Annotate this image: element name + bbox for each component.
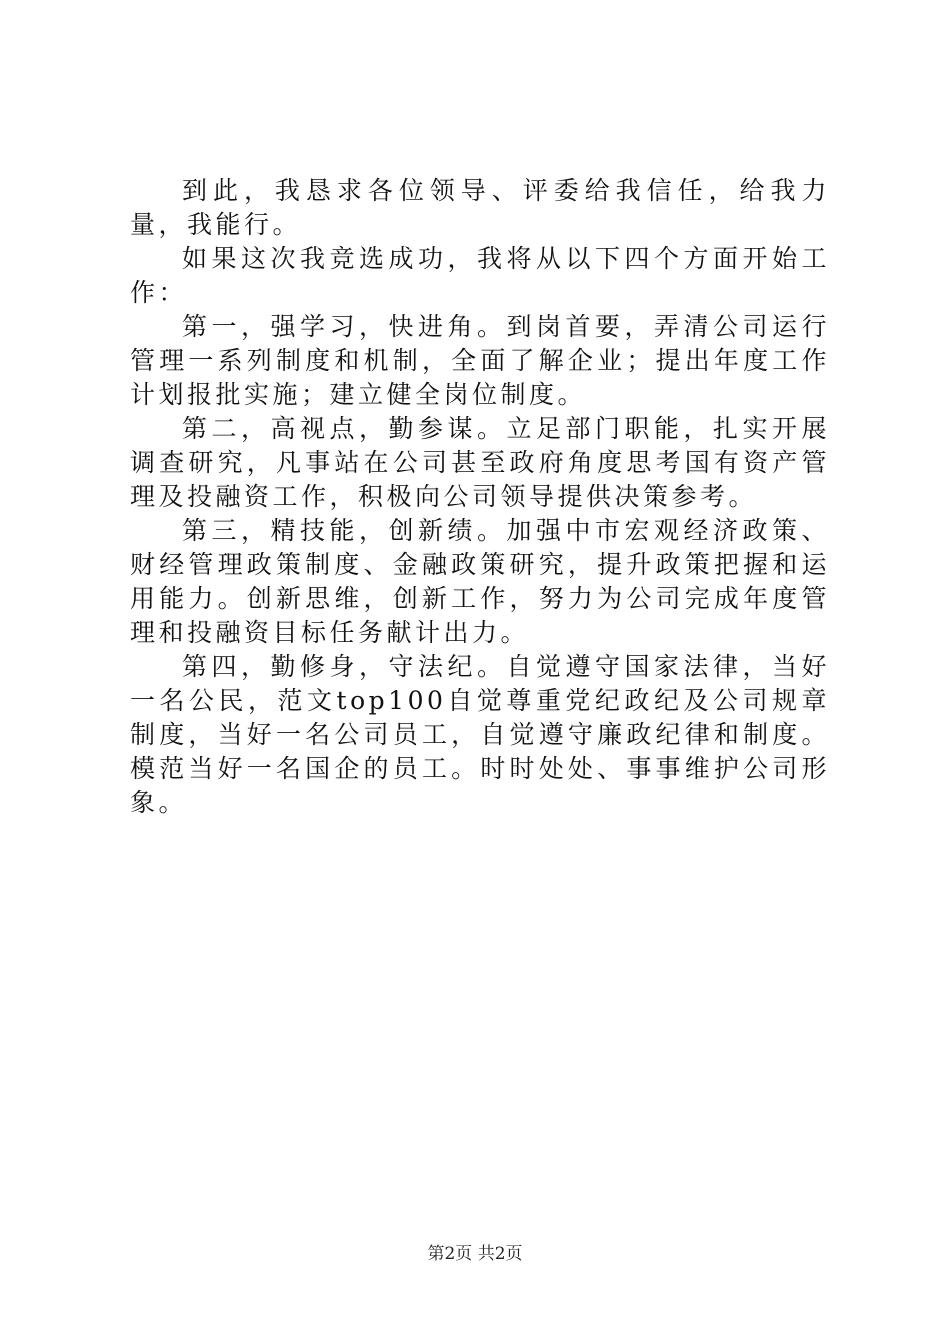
paragraph-first-point: 第一，强学习，快进角。到岗首要，弄清公司运行管理一系列制度和机制，全面了解企业；提出年度工作计划报批实施；建立健全岗位制度。 xyxy=(130,312,830,409)
paragraph-closing-appeal: 到此，我恳求各位领导、评委给我信任，给我力量，我能行。 xyxy=(130,176,830,239)
paragraph-third-point: 第三，精技能，创新绩。加强中市宏观经济政策、财经管理政策制度、金融政策研究，提升政策把握和运用能力。创新思维，创新工作，努力为公司完成年度管理和投融资目标任务献计出力。 xyxy=(130,516,830,647)
paragraph-work-intro: 如果这次我竞选成功，我将从以下四个方面开始工作： xyxy=(130,244,830,307)
page-footer xyxy=(0,1242,950,1266)
paragraph-fourth-point: 第四，勤修身，守法纪。自觉遵守国家法律，当好一名公民，范文top100自觉尊重党纪政纪及公司规章制度，当好一名公司员工，自觉遵守廉政纪律和制度。模范当好一名国企的员工。时时处处、事事维护公司形象。 xyxy=(130,652,830,817)
paragraph-second-point: 第二，高视点，勤参谋。立足部门职能，扎实开展调查研究，凡事站在公司甚至政府角度思考国有资产管理及投融资工作，积极向公司领导提供决策参考。 xyxy=(130,414,830,511)
page-number: 第2页 共2页 xyxy=(427,1244,523,1264)
document-body xyxy=(130,174,830,820)
